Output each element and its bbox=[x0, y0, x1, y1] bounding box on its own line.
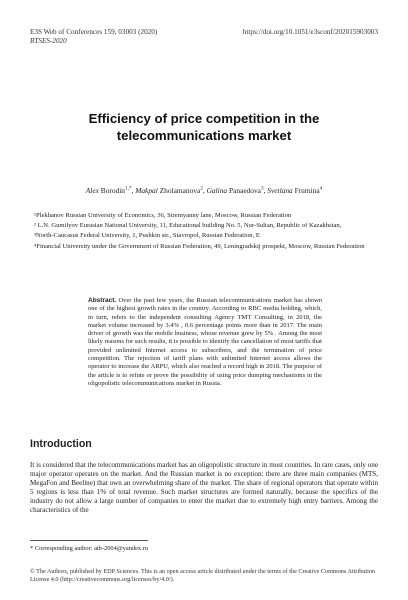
author-2-surname: Zholamanova bbox=[159, 186, 201, 195]
affiliation-1: ¹Plekhanov Russian University of Economics, 36, Stremyanny lane, Moscow, Russian Federation bbox=[34, 212, 292, 219]
journal-citation: E3S Web of Conferences 159, 03003 (2020) bbox=[30, 28, 158, 36]
footnote-divider bbox=[30, 540, 148, 541]
author-4-affil: 4 bbox=[319, 185, 323, 192]
author-list: Alex Borodin$^{1,*}$, Makpal Zholamanova$^2$, Galina Panaedova$^3$, Svetlana Frumina$^4$ bbox=[85, 185, 323, 195]
affiliation-list bbox=[34, 212, 378, 253]
abstract-text: Over the past few years, the Russian telecommunications market has shown one of the highest growth rates in the country. According to RBC media holding, which, in turn, refers to the independent consulting Agency TMT Consulting, in 2018, the market volume increased by 3.4% , 0.6 percentage points more than in 2017. The main driver of growth was the mobile business, whose revenue grew by 5% . Among the most likely reasons for such results, it is possible to identify the cancellation of most tariffs that provided unlimited Internet access to subscribers, and the termination of price competition. The rejection of tariff plans with unlimited Internet access allows the operator to increase the ARPU, which also reached a record high in 2018. The purpose of the article is to refute or prove the possibility of using price dumping mechanisms in the oligopolistic telecommunications market in Russia. bbox=[88, 297, 323, 387]
introduction-paragraph: It is considered that the telecommunications market has an oligopolistic structure in most countries. In rare cases, only one major operator operates on the market. And the Russian market is no exception: there are three main companies (MTS, MegaFon and Beeline) that own an overwhelming share of the market. The share of regional operators that operate within 5 regions is less than 1% of total revenue. Such market structures are formed naturally, because the specifics of the industry do not allow a large number of companies to enter the market due to extremely high entry barriers. Among the characteristics of the bbox=[30, 461, 378, 515]
affiliation-4: ⁴Financial University under the Government of Russian Federation, 49, Leningradskij prospekt, Moscow, Russian Federation bbox=[34, 242, 365, 250]
conference-name: BTSES-2020 bbox=[30, 37, 67, 45]
section-heading-introduction: Introduction bbox=[30, 438, 92, 450]
author-3-affil: 3 bbox=[260, 185, 264, 192]
author-3-surname: Panaedova bbox=[228, 186, 261, 195]
author-4-firstname: Svetlana bbox=[267, 186, 293, 195]
doi-link[interactable]: https://doi.org/10.1051/e3sconf/202015903003 bbox=[242, 28, 378, 36]
abstract-label: Abstract. bbox=[88, 297, 117, 304]
license-notice: © The Authors, published by EDP Sciences. This is an open access article distributed under the terms of the Creative Commons Attribution License 4.0 (http://creativecommons.org/licenses/by/4.0/). bbox=[30, 568, 376, 583]
author-1-firstname: Alex bbox=[85, 186, 99, 195]
affiliation-2: ² L.N. Gumilyov Eurasian National University, 11, Educational building No. 5, Nur-Sultan, Republic of Kazakhstan, bbox=[34, 222, 342, 230]
author-1-affil: 1,* bbox=[125, 185, 132, 192]
abstract bbox=[88, 297, 322, 388]
affiliation-3: ³North-Caucasus Federal University, 1, Pushkin str., Stavropol, Russian Federation, E bbox=[34, 232, 260, 240]
author-3-firstname: Galina bbox=[206, 186, 228, 195]
author-2-firstname: Makpal bbox=[135, 186, 158, 195]
author-2-affil: 2 bbox=[200, 185, 203, 192]
author-4-surname: Frumina bbox=[294, 186, 320, 195]
corresponding-author-footnote: * Corresponding author: aib-2004@yandex.ru bbox=[30, 545, 149, 552]
author-1-surname: Borodin bbox=[100, 186, 126, 195]
paper-title: Efficiency of price competition in the telecommunications market bbox=[88, 111, 320, 143]
